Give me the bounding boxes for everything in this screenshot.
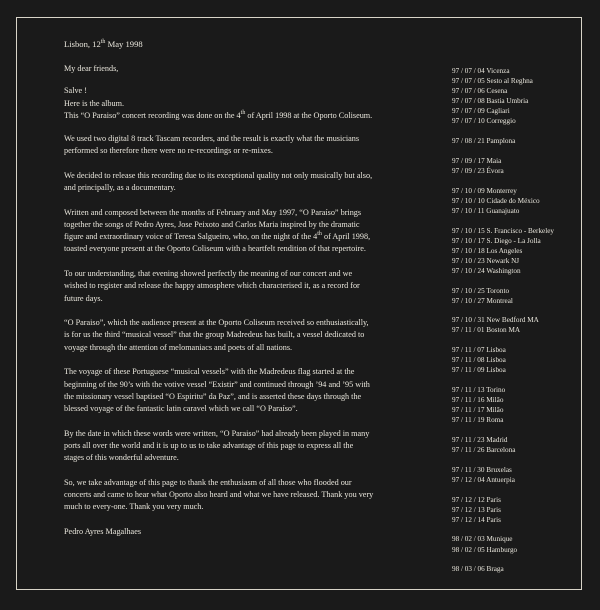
greeting: My dear friends, xyxy=(64,64,119,74)
paragraph-adventure: By the date in which these words were written, “O Paraiso” had already been played in many ports all over the world and it is up to us to take advantage of this page to express all the stages of this wonderful adventure. xyxy=(64,428,370,463)
signature: Pedro Ayres Magalhaes xyxy=(64,526,142,536)
tour-date-item: 97 / 11 / 09 Lisboa xyxy=(452,366,506,375)
paragraph-release: We decided to release this recording due to its exceptional quality not only musically but also, and principally, as a documentary. xyxy=(64,170,373,193)
tour-date-item: 97 / 11 / 07 Lisboa xyxy=(452,346,506,355)
paragraph-evening: To our understanding, that evening showed perfectly the meaning of our concert and we wished to register and release the happy atmosphere which characterised it, as a record for future days. xyxy=(64,269,360,303)
tour-date-item: 97 / 10 / 31 New Bedford MA xyxy=(452,316,539,325)
tour-date-group xyxy=(452,385,587,425)
tour-date-group xyxy=(452,66,587,127)
tour-date-item: 97 / 09 / 17 Maia xyxy=(452,156,502,165)
tour-date-item: 97 / 12 / 13 Paris xyxy=(452,505,501,514)
tour-date-item: 97 / 07 / 10 Correggio xyxy=(452,117,516,126)
tour-date-item: 97 / 07 / 04 Vicenza xyxy=(452,67,510,75)
tour-date-item: 97 / 07 / 06 Cesena xyxy=(452,87,508,96)
tour-date-item: 97 / 10 / 15 S. Francisco - Berkeley xyxy=(452,226,555,235)
tour-date-item: 97 / 11 / 23 Madrid xyxy=(452,435,508,444)
tour-date-group xyxy=(452,564,587,574)
tour-date-item: 97 / 12 / 04 Antuerpia xyxy=(452,475,515,484)
tour-date-group xyxy=(452,136,587,146)
tour-date-item: 98 / 02 / 05 Hamburgo xyxy=(452,545,518,554)
tour-date-item: 97 / 11 / 17 Milão xyxy=(452,406,504,415)
paragraph-voyage: The voyage of these Portuguese “musical vessels” with the Madredeus flag started at the beginning of the 90’s with the votive vessel “Existir” and continued through ’94 and ’95 with the missionary vessel baptised “O Espiritu” da Paz”, and is asserted these days through the blessed voyage of the fantastic latin caravel which we call “O Paraíso”. xyxy=(64,367,370,413)
tour-date-item: 97 / 08 / 21 Pamplona xyxy=(452,137,516,146)
tour-date-item: 97 / 12 / 12 Paris xyxy=(452,495,501,504)
paragraph-thanks: So, we take advantage of this page to thank the enthusiasm of all those who flooded our concerts and came to hear what Oporto also heard and what we have released. Thank you very much to every-one. Thank you very much. xyxy=(64,477,374,512)
tour-date-item: 97 / 11 / 26 Barcelona xyxy=(452,446,516,455)
tour-date-group xyxy=(452,435,587,455)
paragraph-intro: Salve ! Here is the album. This “O Paraiso” concert recording was done on the 4th of April 1998 at the Oporto Coliseum. xyxy=(64,86,373,120)
tour-date-item: 97 / 07 / 08 Bastia Umbria xyxy=(452,97,529,106)
tour-date-group xyxy=(452,534,587,554)
tour-date-item: 97 / 11 / 01 Boston MA xyxy=(452,326,521,335)
tour-date-group xyxy=(452,465,587,485)
tour-date-item: 98 / 02 / 03 Munique xyxy=(452,535,513,544)
tour-date-item: 98 / 03 / 06 Braga xyxy=(452,565,504,574)
tour-date-group xyxy=(452,345,587,375)
paragraph-recording: We used two digital 8 track Tascam recorders, and the result is exactly what the musicians performed so therefore there were no re-recordings or re-mixes. xyxy=(64,134,360,156)
tour-date-item: 97 / 11 / 30 Bruxelas xyxy=(452,465,512,474)
letter-date: Lisbon, 12th May 1998 xyxy=(64,39,143,49)
letter xyxy=(64,38,374,551)
tour-date-group xyxy=(452,495,587,525)
tour-date-item: 97 / 11 / 19 Roma xyxy=(452,416,504,425)
tour-dates-list xyxy=(452,66,587,584)
tour-date-item: 97 / 10 / 27 Montreal xyxy=(452,296,513,305)
tour-date-item: 97 / 07 / 05 Sesto al Reghna xyxy=(452,77,533,86)
tour-date-group xyxy=(452,156,587,176)
tour-date-item: 97 / 10 / 25 Toronto xyxy=(452,286,510,295)
tour-date-group xyxy=(452,286,587,306)
tour-date-item: 97 / 12 / 14 Paris xyxy=(452,515,501,524)
tour-date-item: 97 / 10 / 09 Monterrey xyxy=(452,186,517,195)
tour-date-item: 97 / 10 / 24 Washington xyxy=(452,266,521,275)
tour-date-item: 97 / 10 / 17 S. Diego - La Jolla xyxy=(452,236,541,245)
tour-date-item: 97 / 10 / 11 Guanajuato xyxy=(452,206,520,215)
paragraph-vessel: “O Paraiso”, which the audience present at the Oporto Coliseum received so enthusiastically, is for us the third “musical vessel” that the group Madredeus has built, a vessel dedicated to voyage through the attention of melomaniacs and poets of all nations. xyxy=(64,318,369,352)
tour-date-item: 97 / 10 / 23 Newark NJ xyxy=(452,256,520,265)
tour-date-item: 97 / 07 / 09 Cagliari xyxy=(452,107,510,116)
tour-date-item: 97 / 10 / 10 Cidade do México xyxy=(452,196,540,205)
tour-date-item: 97 / 11 / 16 Milão xyxy=(452,396,504,405)
tour-date-item: 97 / 11 / 08 Lisboa xyxy=(452,356,506,365)
tour-date-item: 97 / 11 / 13 Torino xyxy=(452,386,506,394)
tour-date-group xyxy=(452,186,587,216)
tour-date-group xyxy=(452,315,587,335)
tour-date-item: 97 / 10 / 18 Los Angeles xyxy=(452,246,523,255)
tour-date-group xyxy=(452,226,587,276)
tour-date-item: 97 / 09 / 23 Évora xyxy=(452,166,504,175)
paragraph-composition: Written and composed between the months of February and May 1997, “O Paraíso” brings together the songs of Pedro Ayres, Jose Peixoto and Carlos Maria inspired by the dramatic figure and extraordinary voice of Teresa Salgueiro, who, on the night of the 4th of April 1998, toasted everyone present at the Oporto Coliseum with a heartfelt rendition of that repertoire. xyxy=(64,207,371,254)
